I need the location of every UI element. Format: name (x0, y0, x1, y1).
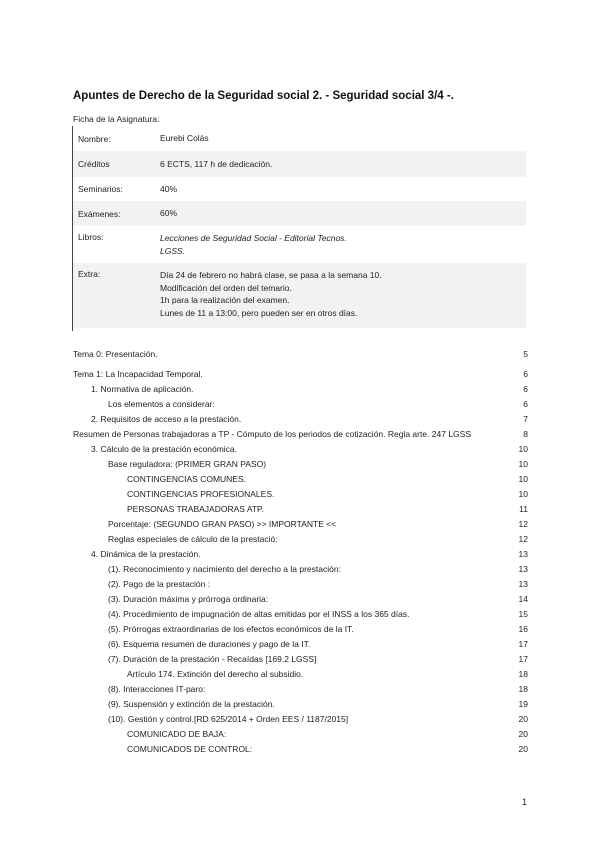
toc-entry-page[interactable]: 18 (518, 669, 528, 679)
ficha-value: 6 ECTS, 117 h de dedicación. (160, 158, 273, 169)
ficha-row-seminarios (73, 177, 526, 201)
toc-entry[interactable] (73, 547, 528, 562)
toc-entry-text[interactable]: 2. Requisitos de acceso a la prestación. (91, 414, 242, 424)
toc-entry-page[interactable]: 20 (518, 714, 528, 724)
toc-entry-page[interactable]: 10 (518, 474, 528, 484)
toc-entry-page[interactable]: 20 (518, 729, 528, 739)
toc-entry-text[interactable]: Tema 1: La Incapacidad Temporal. (73, 369, 203, 379)
toc-entry[interactable] (73, 637, 528, 652)
toc-entry-text[interactable]: (8). Interacciones IT-paro: (108, 684, 206, 694)
toc-entry-page[interactable]: 17 (518, 639, 528, 649)
ficha-label: Créditos (78, 159, 110, 169)
toc-entry-page[interactable]: 13 (518, 564, 528, 574)
toc-entry-text[interactable]: Porcentaje: (SEGUNDO GRAN PASO) >> IMPORTANTE << (108, 519, 337, 529)
toc-entry[interactable] (73, 682, 528, 697)
toc-entry[interactable] (73, 347, 528, 362)
toc-entry[interactable] (73, 622, 528, 637)
toc-entry-page[interactable]: 15 (518, 609, 528, 619)
ficha-row-extra (73, 263, 526, 328)
toc-entry[interactable] (73, 652, 528, 667)
toc-entry-text[interactable]: COMUNICADOS DE CONTROL: (127, 744, 253, 754)
toc-entry-text[interactable]: Base reguladora: (PRIMER GRAN PASO) (108, 459, 267, 469)
toc-entry[interactable] (73, 502, 528, 517)
toc-entry-text[interactable]: Reglas especiales de cálculo de la prestació: (108, 534, 278, 544)
toc-entry-text[interactable]: (3). Duración máxima y prórroga ordinaria: (108, 594, 269, 604)
ficha-label: Nombre: (78, 133, 111, 144)
ficha-label: Seminarios: (78, 184, 123, 194)
ficha-value: 60% (160, 208, 178, 219)
toc-entry-page[interactable]: 10 (518, 444, 528, 454)
toc-entry-page[interactable]: 20 (518, 744, 528, 754)
toc-entry-text[interactable]: (5). Prórrogas extraordinarias de los efectos económicos de la IT. (108, 624, 354, 634)
ficha-row-creditos (73, 151, 526, 177)
toc-entry[interactable] (73, 427, 528, 442)
toc-entry[interactable] (73, 472, 528, 487)
toc-entry[interactable] (73, 607, 528, 622)
toc-entry-page[interactable]: 5 (523, 349, 528, 359)
toc-entry-text[interactable]: Artículo 174. Extinción del derecho al subsidio. (127, 669, 304, 679)
toc-entry-page[interactable]: 13 (518, 549, 528, 559)
toc-entry-text[interactable]: Los elementos a considerar: (108, 399, 215, 409)
toc-entry[interactable] (73, 382, 528, 397)
toc-entry-page[interactable]: 13 (518, 579, 528, 589)
toc-entry-text[interactable]: (6). Esquema resumen de duraciones y pago de la IT. (108, 639, 311, 649)
toc-entry-page[interactable]: 18 (518, 684, 528, 694)
toc-entry-text[interactable]: 4. Dinámica de la prestación. (91, 549, 201, 559)
toc-entry[interactable] (73, 742, 528, 757)
toc-entry-text[interactable]: CONTINGENCIAS PROFESIONALES. (127, 489, 275, 499)
table-of-contents (73, 347, 528, 757)
toc-entry-page[interactable]: 19 (518, 699, 528, 709)
toc-entry-text[interactable]: (9). Suspensión y extinción de la prestación. (108, 699, 275, 709)
toc-entry-text[interactable]: (2). Pago de la prestación : (108, 579, 211, 589)
ficha-row-nombre (73, 126, 526, 151)
ficha-value: Modificación del orden del temario. (160, 282, 292, 293)
toc-entry[interactable] (73, 532, 528, 547)
toc-entry-text[interactable]: (7). Duración de la prestación - Recaídas [169.2 LGSS] (108, 654, 317, 664)
toc-entry[interactable] (73, 457, 528, 472)
toc-entry[interactable] (73, 577, 528, 592)
ficha-value: Eurebi Colás (160, 133, 209, 144)
toc-entry-page[interactable]: 10 (518, 489, 528, 499)
toc-entry-text[interactable]: Tema 0: Presentación. (73, 349, 158, 359)
ficha-label: Libros: (78, 232, 104, 242)
toc-entry[interactable] (73, 442, 528, 457)
ficha-value: Lecciones de Seguridad Social - Editorial Tecnos. (160, 233, 347, 243)
toc-entry-text[interactable]: PERSONAS TRABAJADORAS ATP. (127, 504, 264, 514)
toc-entry-page[interactable]: 6 (523, 369, 528, 379)
toc-entry-page[interactable]: 7 (523, 414, 528, 424)
toc-entry[interactable] (73, 667, 528, 682)
toc-entry-text[interactable]: (4). Procedimiento de impugnación de altas emitidas por el INSS a los 365 días. (108, 609, 410, 619)
ficha-heading: Ficha de la Asignatura: (73, 114, 160, 124)
toc-entry[interactable] (73, 397, 528, 412)
toc-entry-text[interactable]: Resumen de Personas trabajadoras a TP - Cómputo de los periodos de cotización. Regla arte. 247 LGSS (73, 429, 471, 439)
toc-entry-page[interactable]: 14 (518, 594, 528, 604)
toc-entry-text[interactable]: CONTINGENCIAS COMUNES. (127, 474, 247, 484)
ficha-value: 40% (160, 183, 178, 194)
ficha-row-libros (73, 226, 526, 263)
toc-entry[interactable] (73, 367, 528, 382)
toc-entry[interactable] (73, 562, 528, 577)
toc-entry-text[interactable]: COMUNICADO DE BAJA: (127, 729, 227, 739)
toc-entry[interactable] (73, 592, 528, 607)
toc-entry[interactable] (73, 412, 528, 427)
toc-entry-text[interactable]: (1). Reconocimiento y nacimiento del derecho a la prestación: (108, 564, 341, 574)
ficha-label: Exámenes: (78, 208, 121, 219)
ficha-label: Extra: (78, 269, 101, 279)
toc-entry-page[interactable]: 17 (518, 654, 528, 664)
toc-entry-page[interactable]: 12 (518, 519, 528, 529)
toc-entry[interactable] (73, 487, 528, 502)
page-number: 1 (521, 797, 527, 807)
toc-entry[interactable] (73, 712, 528, 727)
document-title: Apuntes de Derecho de la Seguridad social 2. - Seguridad social 3/4 -. (73, 90, 454, 102)
toc-entry-page[interactable]: 6 (523, 399, 528, 409)
toc-entry-text[interactable]: 1. Normativa de aplicación. (91, 384, 194, 394)
toc-entry-page[interactable]: 10 (518, 459, 528, 469)
toc-entry[interactable] (73, 517, 528, 532)
toc-entry-page[interactable]: 8 (523, 429, 528, 439)
toc-entry-page[interactable]: 16 (518, 624, 528, 634)
toc-entry[interactable] (73, 727, 528, 742)
ficha-value: Día 24 de febrero no habrá clase, se pasa a la semana 10. (160, 270, 382, 280)
ficha-value: LGSS. (160, 245, 186, 256)
ficha-row-examenes (73, 201, 526, 226)
toc-entry-text[interactable]: (10). Gestión y control.[RD 625/2014 + Orden EES / 1187/2015] (108, 714, 349, 724)
toc-entry[interactable] (73, 697, 528, 712)
toc-entry-page[interactable]: 12 (518, 534, 528, 544)
ficha-value: Lunes de 11 a 13:00, pero pueden ser en otros días. (160, 307, 358, 318)
toc-entry-text[interactable]: 3. Cálculo de la prestación económica. (91, 444, 237, 454)
ficha-table (73, 126, 526, 328)
ficha-value: 1h para la realización del examen. (160, 295, 290, 305)
toc-entry-page[interactable]: 6 (523, 384, 528, 394)
toc-entry-page[interactable]: 11 (519, 504, 528, 514)
